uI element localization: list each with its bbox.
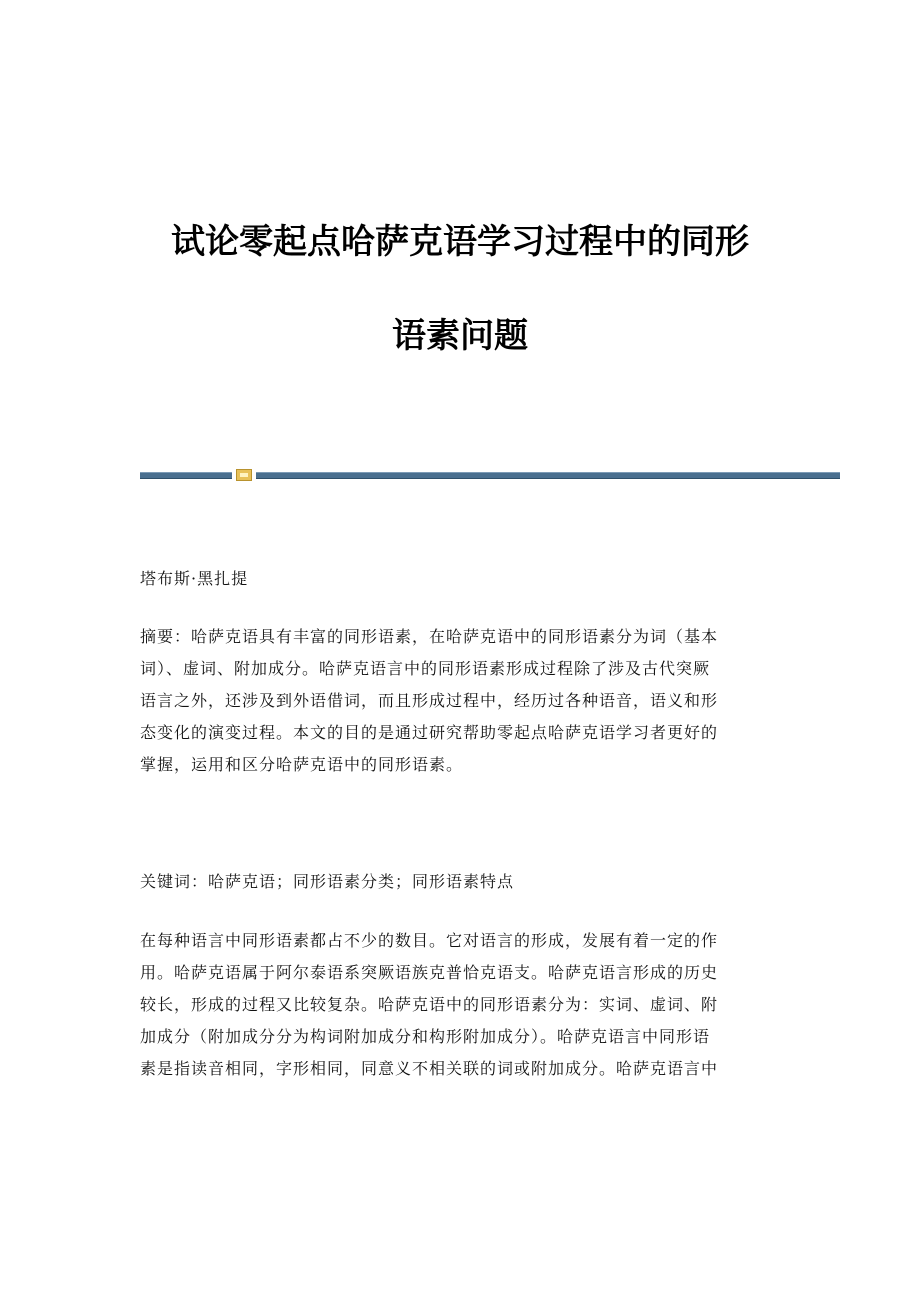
separator-ornament-icon — [236, 469, 252, 481]
body-line: 在每种语言中同形语素都占不少的数目。它对语言的形成，发展有着一定的作 — [140, 931, 719, 950]
abstract-line: 掌握，运用和区分哈萨克语中的同形语素。 — [140, 755, 464, 774]
author-name: 塔布斯·黑扎提 — [140, 569, 249, 588]
body-paragraph — [140, 925, 776, 1085]
abstract-line: 摘要：哈萨克语具有丰富的同形语素，在哈萨克语中的同形语素分为词（基本 — [140, 627, 719, 646]
separator-bar-left — [140, 472, 232, 479]
keywords-line — [140, 866, 776, 898]
title-line-2: 语素问题 — [392, 316, 528, 356]
abstract-line: 态变化的演变过程。本文的目的是通过研究帮助零起点哈萨克语学习者更好的 — [140, 723, 719, 742]
abstract-paragraph — [140, 621, 776, 781]
body-line: 素是指读音相同，字形相同，同意义不相关联的词或附加成分。哈萨克语言中 — [140, 1059, 719, 1078]
title-separator — [140, 467, 840, 485]
separator-bar-right — [256, 472, 840, 479]
author-line — [140, 563, 776, 595]
abstract-line: 词）、虚词、附加成分。哈萨克语言中的同形语素形成过程除了涉及古代突厥 — [140, 659, 711, 678]
keywords-text: 关键词：哈萨克语；同形语素分类；同形语素特点 — [140, 872, 515, 891]
body-line: 加成分（附加成分分为构词附加成分和构形附加成分）。哈萨克语言中同形语 — [140, 1027, 711, 1046]
title-line-1: 试论零起点哈萨克语学习过程中的同形 — [171, 222, 749, 262]
abstract-line: 语言之外，还涉及到外语借词，而且形成过程中，经历过各种语音，语义和形 — [140, 691, 719, 710]
body-line: 用。哈萨克语属于阿尔泰语系突厥语族克普恰克语支。哈萨克语言形成的历史 — [140, 963, 719, 982]
body-line: 较长，形成的过程又比较复杂。哈萨克语中的同形语素分为：实词、虚词、附 — [140, 995, 719, 1014]
